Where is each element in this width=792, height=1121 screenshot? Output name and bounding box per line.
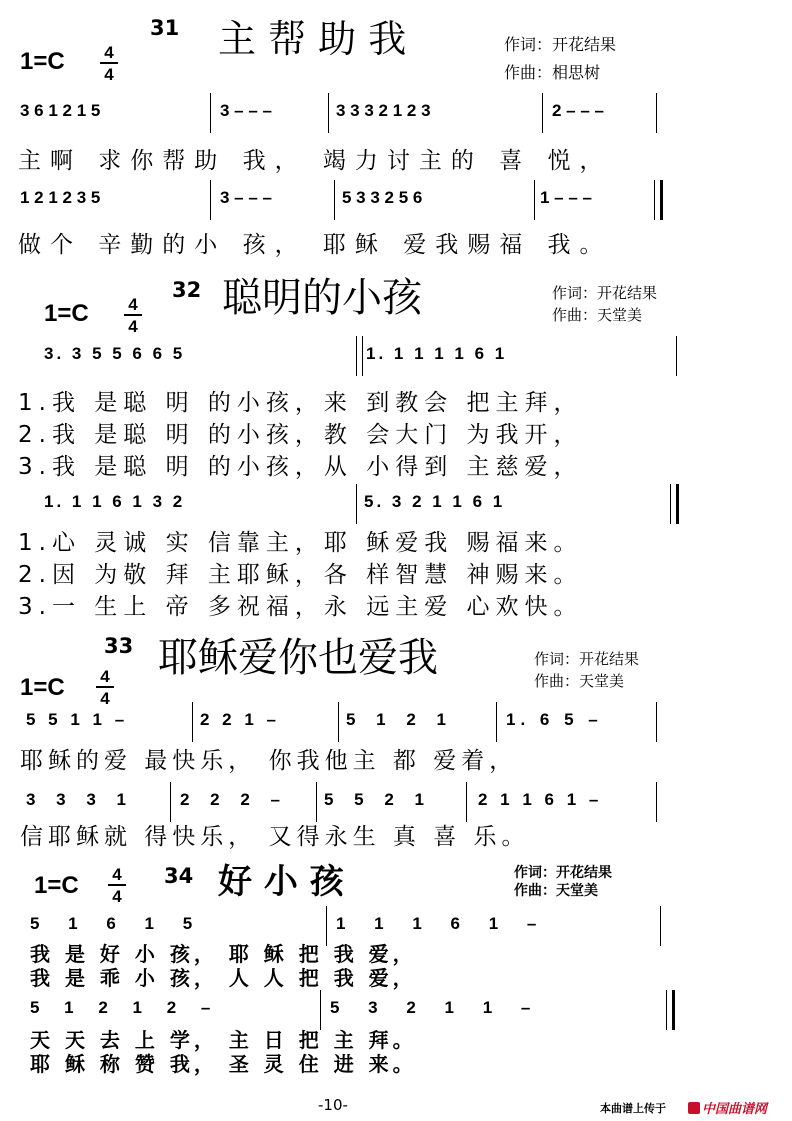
- measure: 1. 6 5 –: [506, 710, 603, 729]
- lyric-line: 2.我 是聪 明 的小孩，教 会大门 为我开，: [18, 422, 583, 448]
- measure: 1 2 1 2 3 5: [20, 188, 101, 207]
- key-signature: 1=C: [34, 872, 79, 899]
- measure: 5 5 2 1: [324, 790, 432, 809]
- key-signature: 1=C: [20, 48, 65, 75]
- song-title: 主 帮 助 我: [218, 17, 407, 61]
- measure: 5. 3 2 1 1 6 1: [364, 492, 506, 511]
- lyric-line: 3.一 生上 帝 多祝福，永 远主爱 心欢快。: [18, 594, 583, 620]
- time-top: 4: [128, 295, 138, 314]
- measure: 5 3 3 2 5 6: [342, 188, 423, 207]
- key-signature: 1=C: [20, 674, 65, 701]
- measure: 3 3 3 2 1 2 3: [336, 101, 431, 120]
- song-title: 好 小 孩: [218, 862, 344, 902]
- measure: 3 – – –: [220, 188, 272, 207]
- measure: 1 – – –: [540, 188, 592, 207]
- lyric-line: 2.因 为敬 拜 主耶稣，各 样智慧 神赐来。: [18, 562, 583, 588]
- song-number: 33: [104, 634, 134, 658]
- notation-line: [20, 93, 670, 133]
- time-top: 4: [100, 667, 110, 686]
- time-signature: [124, 296, 142, 335]
- song-number: 32: [172, 278, 202, 302]
- measure: 3 – – –: [220, 101, 272, 120]
- lyricist: 作词：开花结果: [534, 650, 640, 668]
- measure: 5 5 1 1 –: [26, 710, 129, 729]
- lyricist: 作词：开花结果: [552, 284, 658, 302]
- time-signature: [100, 44, 118, 83]
- measure: 5 1 2 1 2 –: [30, 998, 221, 1017]
- upload-text: 本曲谱上传于: [600, 1102, 666, 1115]
- time-bottom: 4: [112, 887, 122, 906]
- key-signature: 1=C: [44, 300, 89, 327]
- notation-line: [20, 180, 670, 220]
- composer: 作曲：天堂美: [534, 672, 625, 690]
- lyric-line: 3.我 是聪 明 的小孩，从 小得到 主慈爱，: [18, 454, 583, 480]
- page-number: -10-: [318, 1096, 348, 1114]
- time-signature: [108, 866, 126, 905]
- composer: 作曲：天堂美: [514, 883, 598, 899]
- measure: 1. 1 1 1 1 6 1: [366, 344, 508, 363]
- notation-line: [44, 336, 684, 376]
- song-number: 34: [164, 864, 194, 888]
- song-number: 31: [150, 16, 180, 40]
- lyric-line: 信耶稣就 得快乐， 又得永生 真 喜 乐。: [20, 824, 530, 850]
- time-top: 4: [112, 865, 122, 884]
- measure: 5 1 2 1: [346, 710, 454, 729]
- lyric-line: 主啊 求你帮助 我， 竭力讨主的 喜 悦，: [18, 148, 612, 174]
- lyricist: 作词：开花结果: [514, 865, 612, 881]
- measure: 1 1 1 6 1 –: [336, 914, 549, 933]
- measure: 5 1 6 1 5: [30, 914, 205, 933]
- composer: 作曲：天堂美: [552, 306, 643, 324]
- time-top: 4: [104, 43, 114, 62]
- logo-text: 中国曲谱网: [702, 1102, 768, 1117]
- measure: 3 6 1 2 1 5: [20, 101, 101, 120]
- composer: 作曲：相思树: [504, 63, 601, 82]
- time-bottom: 4: [104, 65, 114, 84]
- lyric-line: 我 是 好 小 孩， 耶 稣 把 我 爱，: [30, 942, 417, 966]
- lyric-line: 耶稣的爱 最快乐， 你我他主 都 爱着，: [20, 748, 518, 774]
- measure: 3 3 3 1: [26, 790, 134, 809]
- time-bottom: 4: [100, 689, 110, 708]
- measure: 2 2 2 –: [180, 790, 288, 809]
- notation-line: [20, 702, 670, 742]
- song-title: 耶稣爱你也爱我: [158, 635, 438, 681]
- notation-line: [44, 484, 684, 524]
- lyric-line: 做个 辛勤的小 孩， 耶稣 爱我赐福 我。: [18, 232, 612, 258]
- site-logo: [688, 1098, 767, 1117]
- time-bottom: 4: [128, 317, 138, 336]
- lyric-line: 天 天 去 上 学， 主 日 把 主 拜。: [30, 1028, 417, 1052]
- lyric-line: 耶 稣 称 赞 我， 圣 灵 住 进 来。: [30, 1052, 417, 1076]
- song-title: 聪明的小孩: [222, 275, 422, 321]
- logo-icon: [688, 1102, 700, 1114]
- measure: 3. 3 5 5 6 6 5: [44, 344, 186, 363]
- lyric-line: 我 是 乖 小 孩， 人 人 把 我 爱，: [30, 966, 417, 990]
- measure: 2 2 1 –: [200, 710, 280, 729]
- lyric-line: 1.心 灵诚 实 信靠主，耶 稣爱我 赐福来。: [18, 530, 583, 556]
- measure: 2 – – –: [552, 101, 604, 120]
- measure: 2 1 1 6 1 –: [478, 790, 603, 809]
- lyric-line: 1.我 是聪 明 的小孩，来 到教会 把主拜，: [18, 390, 583, 416]
- lyricist: 作词：开花结果: [504, 35, 617, 54]
- notation-line: [20, 782, 670, 822]
- measure: 5 3 2 1 1 –: [330, 998, 543, 1017]
- measure: 1. 1 1 6 1 3 2: [44, 492, 186, 511]
